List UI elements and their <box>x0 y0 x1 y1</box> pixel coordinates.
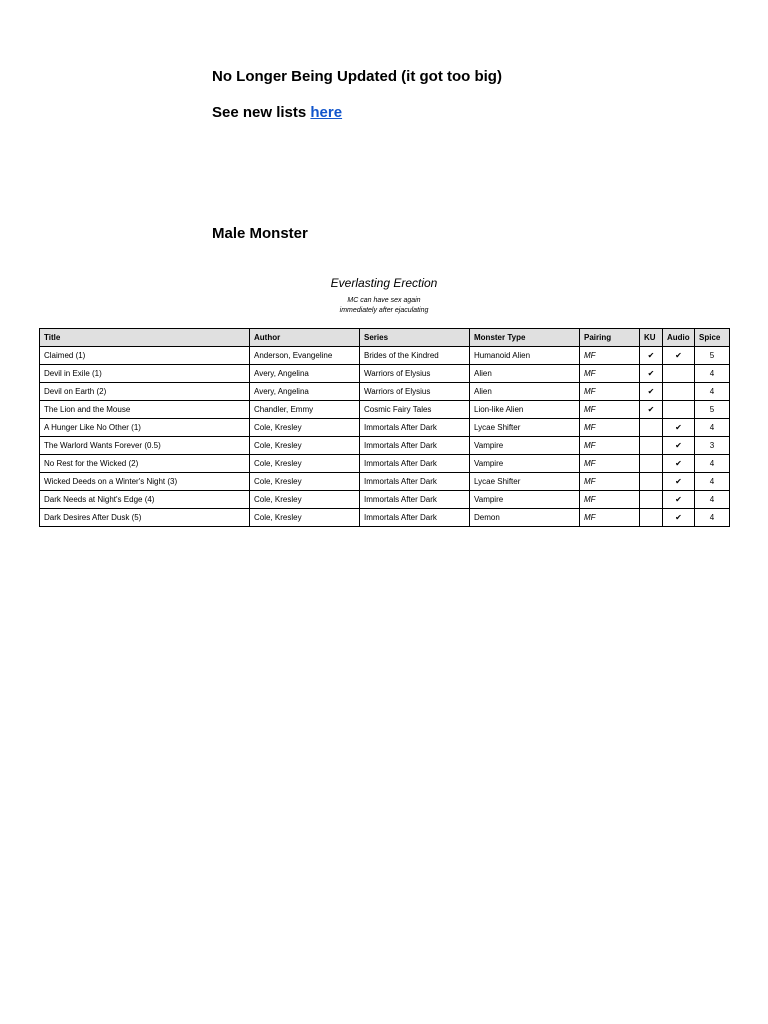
cell-author: Avery, Angelina <box>250 383 360 401</box>
cell-author: Chandler, Emmy <box>250 401 360 419</box>
table-row <box>40 455 730 473</box>
table-row <box>40 365 730 383</box>
cell-pairing: MF <box>580 491 640 509</box>
cell-monster-type: Alien <box>470 365 580 383</box>
cell-spice: 3 <box>695 437 730 455</box>
update-notice-heading: No Longer Being Updated (it got too big) <box>212 68 502 85</box>
cell-author: Anderson, Evangeline <box>250 347 360 365</box>
cell-monster-type: Vampire <box>470 437 580 455</box>
cell-title: Claimed (1) <box>40 347 250 365</box>
cell-audio <box>663 365 695 383</box>
table-row <box>40 437 730 455</box>
cell-author: Cole, Kresley <box>250 419 360 437</box>
cell-audio: ✔ <box>663 509 695 527</box>
cell-author: Cole, Kresley <box>250 455 360 473</box>
column-header-audio: Audio <box>663 329 695 347</box>
cell-spice: 5 <box>695 401 730 419</box>
cell-series: Immortals After Dark <box>360 509 470 527</box>
cell-pairing: MF <box>580 437 640 455</box>
books-table <box>39 328 730 527</box>
cell-audio: ✔ <box>663 491 695 509</box>
cell-pairing: MF <box>580 509 640 527</box>
cell-ku: ✔ <box>640 383 663 401</box>
cell-monster-type: Vampire <box>470 491 580 509</box>
cell-pairing: MF <box>580 383 640 401</box>
cell-series: Immortals After Dark <box>360 455 470 473</box>
cell-pairing: MF <box>580 347 640 365</box>
cell-spice: 4 <box>695 455 730 473</box>
cell-audio: ✔ <box>663 473 695 491</box>
cell-ku <box>640 509 663 527</box>
table-row <box>40 509 730 527</box>
cell-author: Cole, Kresley <box>250 491 360 509</box>
column-header-spice: Spice <box>695 329 730 347</box>
cell-title: The Warlord Wants Forever (0.5) <box>40 437 250 455</box>
column-header-pairing: Pairing <box>580 329 640 347</box>
table-row <box>40 473 730 491</box>
new-lists-link[interactable]: here <box>310 104 343 121</box>
cell-audio: ✔ <box>663 347 695 365</box>
cell-author: Cole, Kresley <box>250 437 360 455</box>
category-heading: Male Monster <box>212 225 308 242</box>
cell-ku: ✔ <box>640 347 663 365</box>
cell-author: Cole, Kresley <box>250 473 360 491</box>
cell-pairing: MF <box>580 365 640 383</box>
column-header-series: Series <box>360 329 470 347</box>
see-new-lists-heading <box>212 104 342 121</box>
table-row <box>40 347 730 365</box>
cell-series: Immortals After Dark <box>360 491 470 509</box>
cell-ku <box>640 491 663 509</box>
cell-monster-type: Vampire <box>470 455 580 473</box>
cell-spice: 4 <box>695 419 730 437</box>
cell-series: Warriors of Elysius <box>360 365 470 383</box>
cell-ku <box>640 473 663 491</box>
table-subtitle-line-2: immediately after ejaculating <box>339 307 429 314</box>
cell-series: Brides of the Kindred <box>360 347 470 365</box>
cell-spice: 5 <box>695 347 730 365</box>
cell-audio <box>663 383 695 401</box>
cell-ku: ✔ <box>640 365 663 383</box>
cell-series: Immortals After Dark <box>360 437 470 455</box>
cell-pairing: MF <box>580 455 640 473</box>
cell-audio: ✔ <box>663 455 695 473</box>
cell-spice: 4 <box>695 383 730 401</box>
cell-title: Dark Desires After Dusk (5) <box>40 509 250 527</box>
cell-series: Immortals After Dark <box>360 419 470 437</box>
table-row <box>40 401 730 419</box>
cell-pairing: MF <box>580 473 640 491</box>
table-row <box>40 383 730 401</box>
table-title: Everlasting Erection <box>330 276 438 290</box>
cell-monster-type: Demon <box>470 509 580 527</box>
cell-ku <box>640 419 663 437</box>
cell-series: Immortals After Dark <box>360 473 470 491</box>
cell-monster-type: Lion-like Alien <box>470 401 580 419</box>
cell-title: Dark Needs at Night's Edge (4) <box>40 491 250 509</box>
cell-ku: ✔ <box>640 401 663 419</box>
cell-pairing: MF <box>580 419 640 437</box>
cell-spice: 4 <box>695 491 730 509</box>
cell-spice: 4 <box>695 473 730 491</box>
cell-ku <box>640 437 663 455</box>
table-header-row <box>40 329 730 347</box>
see-new-lists-text: See new lists <box>212 104 311 121</box>
cell-audio: ✔ <box>663 437 695 455</box>
table-subtitle-line-1: MC can have sex again <box>347 297 421 304</box>
column-header-author: Author <box>250 329 360 347</box>
cell-author: Cole, Kresley <box>250 509 360 527</box>
cell-spice: 4 <box>695 509 730 527</box>
cell-title: Devil in Exile (1) <box>40 365 250 383</box>
cell-audio: ✔ <box>663 419 695 437</box>
cell-title: A Hunger Like No Other (1) <box>40 419 250 437</box>
cell-monster-type: Humanoid Alien <box>470 347 580 365</box>
cell-title: Devil on Earth (2) <box>40 383 250 401</box>
cell-title: The Lion and the Mouse <box>40 401 250 419</box>
table-row <box>40 419 730 437</box>
cell-series: Cosmic Fairy Tales <box>360 401 470 419</box>
cell-monster-type: Lycae Shifter <box>470 419 580 437</box>
cell-title: Wicked Deeds on a Winter's Night (3) <box>40 473 250 491</box>
cell-spice: 4 <box>695 365 730 383</box>
cell-audio <box>663 401 695 419</box>
cell-series: Warriors of Elysius <box>360 383 470 401</box>
column-header-ku: KU <box>640 329 663 347</box>
cell-pairing: MF <box>580 401 640 419</box>
column-header-monster-type: Monster Type <box>470 329 580 347</box>
column-header-title: Title <box>40 329 250 347</box>
cell-ku <box>640 455 663 473</box>
cell-monster-type: Lycae Shifter <box>470 473 580 491</box>
table-row <box>40 491 730 509</box>
cell-author: Avery, Angelina <box>250 365 360 383</box>
cell-monster-type: Alien <box>470 383 580 401</box>
cell-title: No Rest for the Wicked (2) <box>40 455 250 473</box>
